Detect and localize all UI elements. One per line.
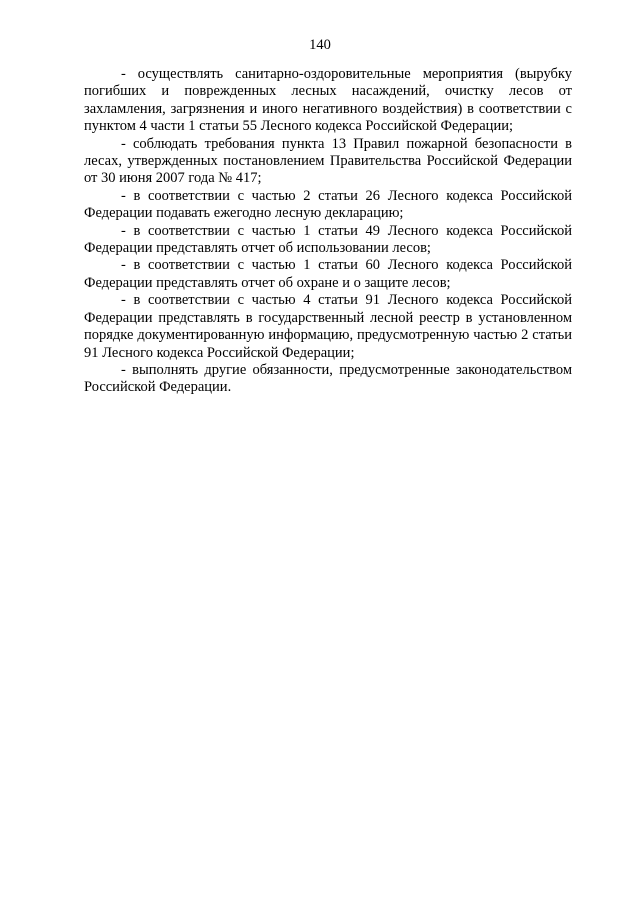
paragraph-fire-safety: - соблюдать требования пункта 13 Правил пожарной безопасности в лесах, утвержденных постановлением Правительства Российской Федерации от 30 июня 2007 года № 417; [84,135,572,187]
document-body [84,66,572,397]
paragraph-sanitary-measures: - осуществлять санитарно-оздоровительные мероприятия (вырубку погибших и поврежденных лесных насаждений, очистку лесов от захламления, загрязнения и иного негативного воздействия) в соответствии с пунктом 4 части 1 статьи 55 Лесного кодекса Российской Федерации; [84,66,572,135]
page-number: 140 [309,37,331,53]
paragraph-usage-report: - в соответствии с частью 1 статьи 49 Лесного кодекса Российской Федерации представлять отчет об использовании лесов; [84,222,572,257]
paragraph-protection-report: - в соответствии с частью 1 статьи 60 Лесного кодекса Российской Федерации представлять отчет об охране и о защите лесов; [84,257,572,291]
paragraph-forest-declaration: - в соответствии с частью 2 статьи 26 Лесного кодекса Российской Федерации подавать ежегодно лесную декларацию; [84,187,572,222]
paragraph-forest-registry: - в соответствии с частью 4 статьи 91 Лесного кодекса Российской Федерации представлять в государственный лесной реестр в установленном порядке документированную информацию, предусмотренную частью 2 статьи 91 Лесного кодекса Российской Федерации; [84,292,572,361]
paragraph-other-duties: - выполнять другие обязанности, предусмотренные законодательством Российской Федерации. [84,361,572,396]
